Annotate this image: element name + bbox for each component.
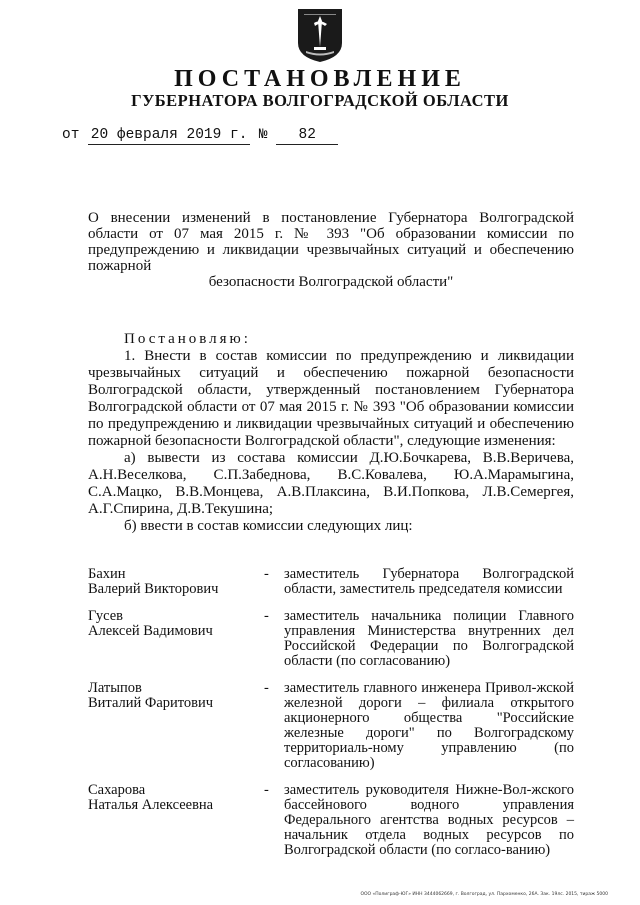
member-dash: - [264,680,269,696]
member-dash: - [264,782,269,798]
document-title: ПОСТАНОВЛЕНИЕ [174,66,466,92]
date-line [62,126,338,145]
document-subject [88,210,574,290]
member-given-names: Виталий Фаритович [88,695,214,711]
member-name [88,609,258,639]
document-number: 82 [276,126,338,145]
decree-heading: Постановляю: [124,331,251,347]
subject-text-end: безопасности Волгоградской области" [208,274,454,290]
date-prefix: от [62,127,80,143]
member-entry [88,567,574,597]
member-name [88,783,258,813]
member-role: заместитель начальника полиции Главного управления Министерства внутренних дел Российской Федерации по Волгоградской области (по согласованию) [284,608,574,669]
member-surname: Сахарова [88,782,146,798]
number-prefix: № [258,127,268,143]
member-surname: Бахин [88,566,126,582]
paragraph-item-a: а) вывести из состава комиссии Д.Ю.Бочкарева, В.В.Веричева, А.Н.Веселкова, С.П.Забеднова, В.С.Ковалева, Ю.А.Марамыгина, С.А.Мацко, В.В.Монцева, А.В.Плаксина, В.И.Попкова, Л.В.Семергея, А.Г.Спирина, Д.В.Текушина; [88,450,574,517]
document-body [88,331,574,535]
member-entry [88,681,574,771]
member-entry [88,783,574,858]
member-role: заместитель Губернатора Волгоградской области, заместитель председателя комиссии [284,566,574,597]
printer-imprint: ООО «Полиграф-ЮГ» ИНН 3444062669, г. Волгоград, ул. Пархоменко, 26А. Зак. 19лс. 2015, тираж 5000 [360,892,608,897]
member-dash: - [264,566,269,582]
member-entry [88,609,574,669]
coat-of-arms-icon [296,7,344,63]
members-list [88,567,574,870]
paragraph-item-1: 1. Внести в состав комиссии по предупреждению и ликвидации чрезвычайных ситуаций и обеспечению пожарной безопасности Волгоградской области, утвержденный постановлением Губернатора Волгоградской области от 07 мая 2015 г. № 393 "Об образовании комиссии по предупреждению и ликвидации чрезвычайных ситуаций и обеспечению пожарной безопасности Волгоградской области", следующие изменения: [88,348,574,449]
subject-text: О внесении изменений в постановление Губернатора Волгоградской области от 07 мая 2015 г. № 393 "Об образовании комиссии по предупреждению и ликвидации чрезвычайных ситуаций и обеспечению пожарной [88,210,574,274]
member-role: заместитель главного инженера Привол-жской железной дороги – филиала открытого акционерного общества "Российские железные дороги" по Волгоградскому территориаль-ному управлению (по согласованию) [284,680,574,771]
member-given-names: Валерий Викторович [88,581,219,597]
member-surname: Гусев [88,608,123,624]
member-name [88,681,258,711]
member-given-names: Наталья Алексеевна [88,797,214,813]
paragraph-item-b: б) ввести в состав комиссии следующих лиц: [124,518,413,534]
member-dash: - [264,608,269,624]
member-given-names: Алексей Вадимович [88,623,213,639]
document-subtitle: ГУБЕРНАТОРА ВОЛГОГРАДСКОЙ ОБЛАСТИ [131,91,509,110]
member-surname: Латыпов [88,680,142,696]
member-role: заместитель руководителя Нижне-Вол-жского бассейнового водного управления Федерального агентства водных ресурсов – начальник отдела водных ресурсов по Волгоградской области (по согласо-ванию) [284,782,574,858]
document-date: 20 февраля 2019 г. [88,126,250,145]
member-name [88,567,258,597]
